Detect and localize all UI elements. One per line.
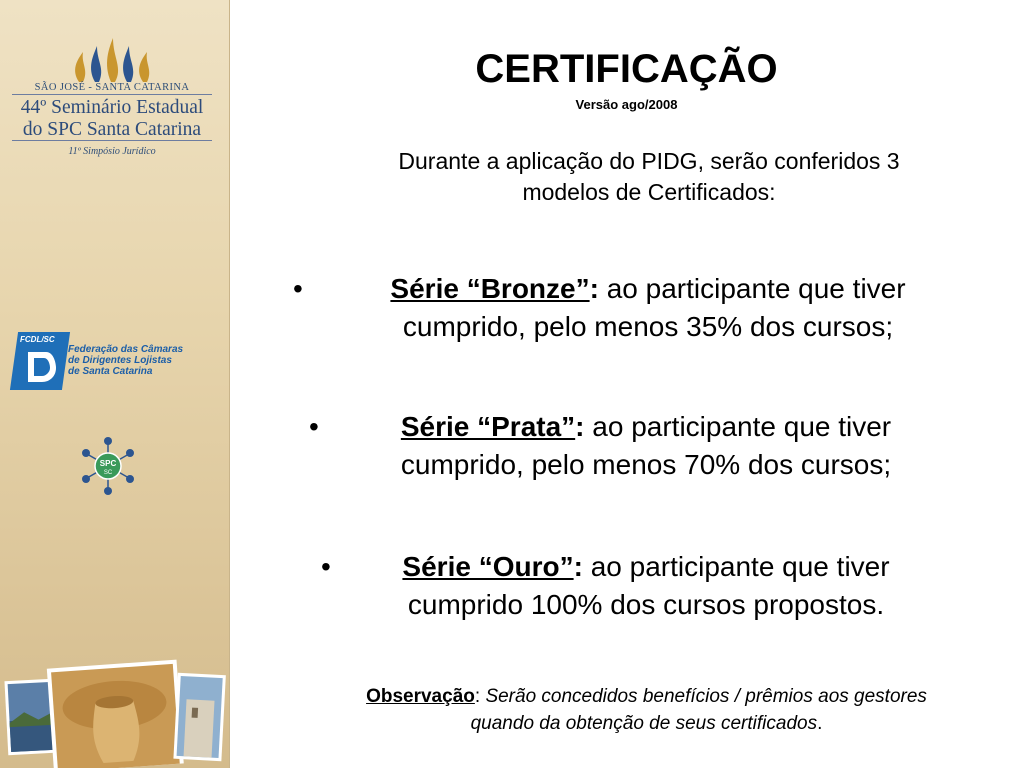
spc-logo-subtext: SC [103,470,113,476]
bullet-bronze-sep: : [589,273,607,304]
bullet-dot: • [309,411,319,442]
bullet-bronze-text1: ao participante que tiver [606,273,906,304]
bullet-bronze-text2: cumprido, pelo menos 35% dos cursos; [402,311,894,342]
bullet-ouro-text2: cumprido 100% dos cursos propostos. [407,589,885,620]
bullet-bronze-line1 [289,270,989,308]
observation-label: Observação [366,686,475,707]
seminar-logo [6,34,218,157]
observation [269,683,1024,737]
logo-location: SÃO JOSÉ - SANTA CATARINA [34,82,190,93]
observation-line2 [269,710,1024,737]
federation-logo [14,332,214,392]
logo-title-line1: 44º Seminário Estadual [20,97,204,118]
bullet-dot: • [321,551,331,582]
bullet-dot: • [293,273,303,304]
bullet-prata-name: Série “Prata” [400,411,576,442]
bullet-prata [307,408,967,484]
federation-name-line1: Federação das Câmaras [68,344,184,355]
intro-text [329,146,969,208]
bullet-prata-text2: cumprido, pelo menos 70% dos cursos; [400,449,892,480]
sidebar [0,0,230,768]
bullet-ouro-name: Série “Ouro” [402,551,574,582]
slide-title: CERTIFICAÇÃO [475,47,778,91]
flames-icon [67,34,157,84]
logo-divider-bottom [12,140,212,141]
slide-subtitle: Versão ago/2008 [575,97,678,112]
federation-name [68,344,218,377]
federation-name-line2: de Dirigentes Lojistas [68,355,172,366]
logo-divider [12,94,212,95]
observation-line1 [269,683,1024,710]
intro-line1: Durante a aplicação do PIDG, serão conferidos 3 [398,148,900,174]
bullet-prata-sep: : [575,411,593,442]
observation-end: . [817,713,823,734]
federation-code: FCDL/SC [20,335,55,344]
spc-logo-icon [78,436,138,496]
bullet-ouro [307,548,967,624]
federation-mark-icon [24,350,58,384]
observation-sep: : [474,686,486,707]
bullet-ouro-text1: ao participante que tiver [590,551,890,582]
observation-text2: quando da obtenção de seus certificados [470,713,818,734]
photo-collage [4,650,226,768]
bullet-ouro-line1 [307,548,967,586]
intro-line2: modelos de Certificados: [522,179,776,205]
bullet-prata-line1 [307,408,967,446]
spc-logo-text: SPC [99,459,117,468]
observation-text1: Serão concedidos benefícios / prêmios aos gestores [485,686,927,707]
federation-name-line3: de Santa Catarina [68,366,153,377]
bullet-bronze-name: Série “Bronze” [390,273,590,304]
bullet-bronze [289,270,989,346]
logo-title-line2: do SPC Santa Catarina [22,119,202,140]
bullet-prata-text1: ao participante que tiver [592,411,892,442]
logo-subtitle: 11º Simpósio Jurídico [68,146,156,157]
bullet-ouro-sep: : [573,551,591,582]
slide-content [229,0,1024,768]
